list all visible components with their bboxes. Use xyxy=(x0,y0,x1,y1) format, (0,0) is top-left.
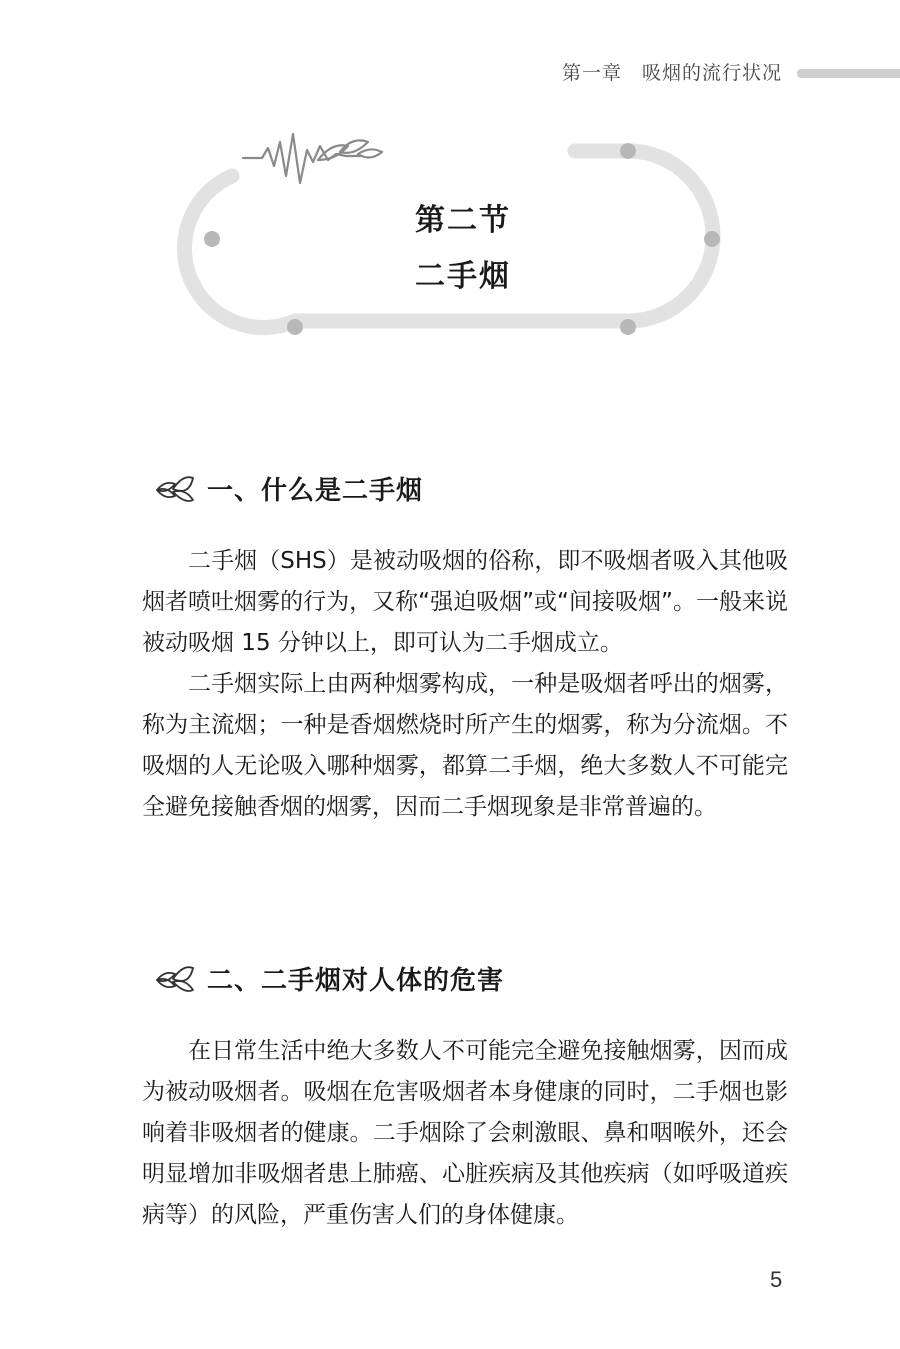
paragraph: 二手烟实际上由两种烟雾构成，一种是吸烟者呼出的烟雾，称为主流烟；一种是香烟燃烧时所产生的烟雾，称为分流烟。不吸烟的人无论吸入哪种烟雾，都算二手烟，绝大多数人不可能完全避免接触香烟的烟雾，因而二手烟现象是非常普遍的。 xyxy=(142,671,788,820)
leaf-icon xyxy=(155,964,195,994)
section-number: 第二节 xyxy=(415,203,511,238)
heartbeat-leaf-icon xyxy=(243,134,382,183)
page-number: 5 xyxy=(770,1267,783,1292)
heading-what-is-shs xyxy=(155,470,423,507)
frame-dot xyxy=(620,143,636,159)
heading-shs-harm xyxy=(155,960,504,997)
paragraph: 二手烟（SHS）是被动吸烟的俗称，即不吸烟者吸入其他吸烟者喷吐烟雾的行为，又称“强迫吸烟”或“间接吸烟”。一般来说被动吸烟 15 分钟以上，即可认为二手烟成立。 xyxy=(142,548,788,656)
heading-text: 二、二手烟对人体的危害 xyxy=(207,966,505,996)
leaf-icon xyxy=(155,474,195,504)
paragraph: 在日常生活中绝大多数人不可能完全避免接触烟雾，因而成为被动吸烟者。吸烟在危害吸烟者本身健康的同时，二手烟也影响着非吸烟者的健康。二手烟除了会刺激眼、鼻和咽喉外，还会明显增加非吸烟者患上肺癌、心脏疾病及其他疾病（如呼吸道疾病等）的风险，严重伤害人们的身体健康。 xyxy=(142,1038,788,1228)
chapter-header-title: 第一章 吸烟的流行状况 xyxy=(561,62,782,84)
section-title: 二手烟 xyxy=(415,259,511,294)
frame-dot xyxy=(620,319,636,335)
frame-dot xyxy=(287,319,303,335)
heading-text: 一、什么是二手烟 xyxy=(207,476,424,506)
